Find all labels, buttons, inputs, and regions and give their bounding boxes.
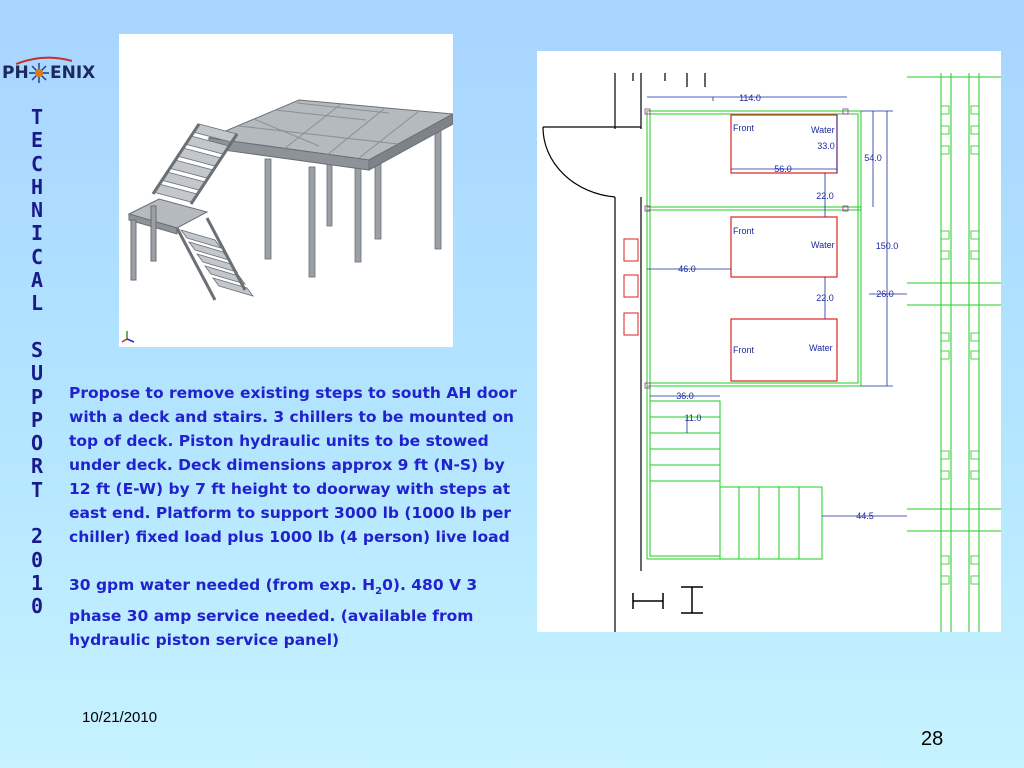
vertical-title-letter: I (30, 221, 44, 246)
p2-after: 0). 480 V 3 phase 30 amp service needed. (available from hydraulic piston service panel) (69, 576, 478, 650)
vertical-title-letter: T (30, 477, 44, 502)
logo-text-left: PH (2, 63, 29, 83)
vertical-title-letter: 2 (30, 524, 44, 549)
footer-date: 10/21/2010 (82, 709, 158, 726)
vertical-title-letter: S (30, 337, 44, 362)
chiller1-water-label: Water (811, 125, 835, 135)
p2-before: 30 gpm water needed (from exp. H (69, 576, 376, 594)
dim-44-5: 44.5 (856, 511, 874, 521)
vertical-title-letter: 1 (30, 570, 44, 595)
vertical-title-letter: U (30, 361, 44, 386)
dim-22b: 22.0 (816, 293, 834, 303)
logo-text-right: ENIX (50, 63, 96, 83)
cad-plan-svg (537, 51, 1001, 632)
chiller3-water-label: Water (809, 343, 833, 353)
vertical-title-letter: 0 (30, 547, 44, 572)
chiller2-front-label: Front (733, 226, 755, 236)
vertical-title-letter: E (30, 128, 44, 153)
vertical-title (22, 106, 52, 619)
dim-11: 11.0 (684, 413, 702, 423)
vertical-title-letter: O (30, 431, 44, 456)
dim-54: 54.0 (864, 153, 882, 163)
deck-3d-drawing (119, 34, 453, 347)
p2-subscript: 2 (375, 586, 383, 598)
dim-46: 46.0 (678, 264, 696, 274)
description-text (69, 381, 529, 676)
vertical-title-letter: N (30, 198, 44, 223)
vertical-title-letter: A (30, 268, 44, 293)
description-paragraph-2 (69, 573, 529, 652)
vertical-title-letter: C (30, 151, 44, 176)
chiller2-water-label: Water (811, 240, 835, 250)
dim-114: 114.0 (739, 93, 761, 103)
vertical-title-letter: L (30, 291, 44, 316)
dim-26: 26.0 (876, 289, 894, 299)
deck-3d-render (119, 34, 453, 347)
vertical-title-gap (22, 502, 52, 525)
description-paragraph-1: Propose to remove existing steps to south AH door with a deck and stairs. 3 chillers to be mounted on top of deck. Piston hydraulic units to be stowed under deck. Deck dimensions approx 9 ft (N-S) by 12 ft (E-W) by 7 ft height to doorway with steps at east end. Platform to support 3000 lb (1000 lb per chiller) fixed load plus 1000 lb (4 person) live load (69, 384, 517, 546)
dim-150: 150.0 (875, 241, 899, 251)
vertical-title-letter: R (30, 454, 44, 479)
deck-plan-drawing (537, 51, 1001, 632)
vertical-title-letter: T (30, 105, 44, 129)
logo-star-icon (28, 62, 50, 84)
dim-33: 33.0 (817, 141, 835, 151)
dim-22a: 22.0 (816, 191, 834, 201)
vertical-title-gap (22, 316, 52, 339)
chiller3-front-label: Front (733, 345, 755, 355)
chiller1-front-label: Front (733, 123, 755, 133)
phoenix-logo (0, 55, 100, 85)
vertical-title-letter: P (30, 407, 44, 432)
vertical-title-letter: 0 (30, 594, 44, 619)
vertical-title-letter: H (30, 174, 44, 199)
dim-36: 36.0 (676, 391, 694, 401)
vertical-title-letter: C (30, 244, 44, 269)
page-number: 28 (921, 728, 944, 750)
vertical-title-letter: P (30, 384, 44, 409)
dim-56: 56.0 (774, 164, 792, 174)
